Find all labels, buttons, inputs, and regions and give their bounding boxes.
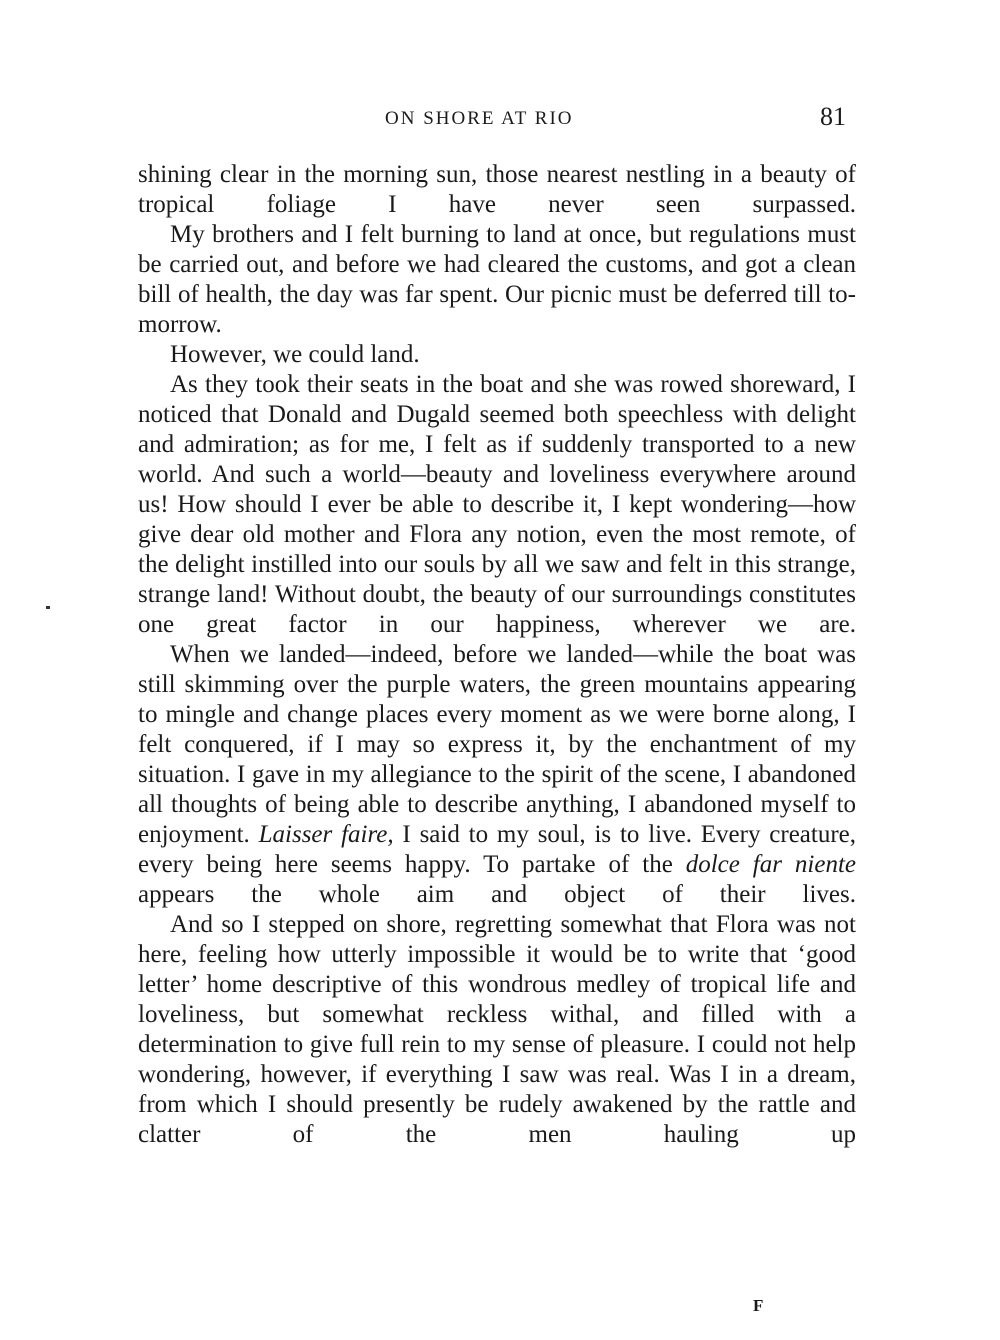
- paragraph-5-text-c: appears the whole aim and object of their lives.: [138, 881, 856, 908]
- page-title: ON SHORE AT RIO: [385, 108, 574, 129]
- paragraph-5-text-b: I said to my soul, is to live. Every creature, every being here seems happy. To partake of the: [138, 821, 857, 878]
- paragraph-3: However, we could land.: [170, 341, 420, 368]
- italic-phrase-laisser-faire: Laisser faire,: [258, 821, 394, 848]
- signature-mark: F: [753, 1296, 764, 1315]
- paragraph-5-text-a: When we landed—indeed, before we landed—while the boat was still skimming over the purple waters, the green mountains appearing to mingle and change places every moment as we were borne along, I felt conquered, if I may so express it, by the enchantment of my situation. I gave in my allegiance to the spirit of the scene, I abandoned all thoughts of being able to describe anything, I abandoned myself to enjoyment.: [138, 641, 856, 848]
- paragraph-1: shining clear in the morning sun, those nearest nestling in a beauty of tropical foliage I have never seen surpassed.: [138, 161, 856, 218]
- running-head: [0, 102, 1000, 142]
- margin-mark: [46, 606, 50, 609]
- paragraph-2: My brothers and I felt burning to land at once, but regulations must be carried out, and before we had cleared the customs, and got a clean bill of health, the day was far spent. Our picnic must be deferred till to-morrow.: [138, 221, 856, 338]
- paragraph-5: [138, 640, 856, 910]
- page-number: 81: [820, 102, 846, 131]
- page-body: [138, 160, 856, 1150]
- paragraph-6: And so I stepped on shore, regretting somewhat that Flora was not here, feeling how utterly impossible it would be to write that ‘good letter’ home descriptive of this wondrous medley of tropical life and loveliness, but somewhat reckless withal, and filled with a determination to give full rein to my sense of pleasure. I could not help wondering, however, if everything I saw was real. Was I in a dream, from which I should presently be rudely awakened by the rattle and clatter of the men hauling up: [138, 911, 856, 1148]
- paragraph-4: As they took their seats in the boat and she was rowed shoreward, I noticed that Donald and Dugald seemed both speechless with delight and admiration; as for me, I felt as if suddenly transported to a new world. And such a world—beauty and loveliness everywhere around us! How should I ever be able to describe it, I kept wondering—how give dear old mother and Flora any notion, even the most remote, of the delight instilled into our souls by all we saw and felt in this strange, strange land! Without doubt, the beauty of our surroundings constitutes one great factor in our happiness, wherever we are.: [138, 371, 856, 638]
- italic-phrase-dolce-far-niente: dolce far niente: [685, 851, 856, 878]
